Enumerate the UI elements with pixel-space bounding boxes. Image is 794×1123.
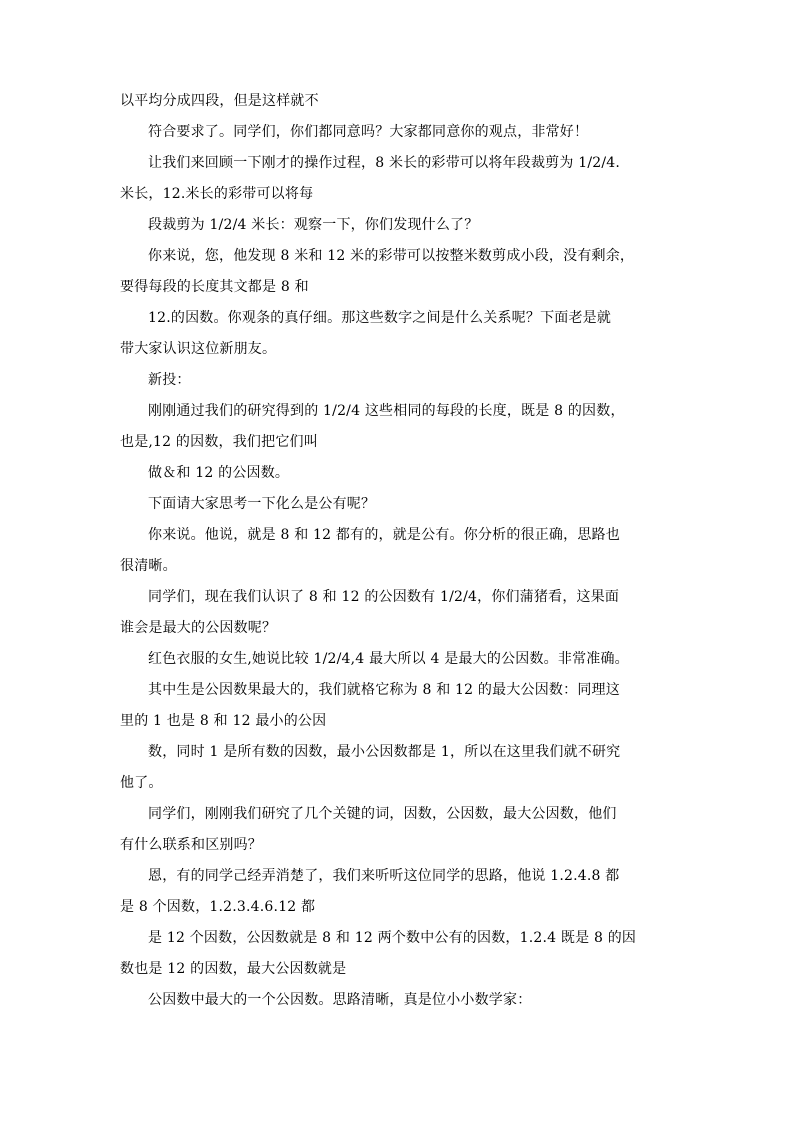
text-line: 同学们，现在我们认识了 8 和 12 的公因数有 1/2/4，你们蒲猪看，这果面 bbox=[148, 589, 620, 605]
text-line: 是 12 个因数，公因数就是 8 和 12 两个数中公有的因数，1.2.4 既是 8 的因 bbox=[148, 930, 637, 946]
text-line: 红色衣服的女生,她说比较 1/2/4,4 最大所以 4 是最大的公因数。非常准确。 bbox=[148, 651, 629, 667]
text-line: 很清晰。 bbox=[120, 558, 177, 574]
text-line: 以平均分成四段，但是这样就不 bbox=[120, 93, 319, 109]
text-line: 带大家认识这位新朋友。 bbox=[120, 341, 277, 357]
text-line: 12.的因数。你观条的真仔细。那这些数字之间是什么关系呢？下面老是就 bbox=[148, 310, 612, 326]
text-line: 其中生是公因数果最大的，我们就格它称为 8 和 12 的最大公因数：同理这 bbox=[148, 682, 620, 698]
text-line: 下面请大家思考一下化么是公有呢？ bbox=[148, 496, 376, 512]
text-line: 他了。 bbox=[120, 775, 163, 791]
text-line: 恩，有的同学己经弄消楚了，我们来听听这位同学的思路，他说 1.2.4.8 都 bbox=[148, 868, 620, 884]
text-line: 数，同时 1 是所有数的因数，最小公因数都是 1，所以在这里我们就不研究 bbox=[148, 744, 621, 760]
text-line: 有什么联系和区别吗？ bbox=[120, 837, 262, 853]
document-body bbox=[120, 86, 680, 1016]
text-line: 米长，12.米长的彩带可以将每 bbox=[120, 186, 314, 202]
text-line: 公因数中最大的一个公因数。思路清晰，真是位小小数学家： bbox=[148, 992, 532, 1008]
text-line: 新投： bbox=[148, 372, 191, 388]
text-line: 同学们，刚刚我们研究了几个关键的词，因数，公因数，最大公因数，他们 bbox=[148, 806, 617, 822]
text-line: 做＆和 12 的公因数。 bbox=[148, 465, 290, 481]
text-line: 也是,12 的因数，我们把它们叫 bbox=[120, 434, 318, 450]
text-line: 让我们来回顾一下刚才的操作过程，8 米长的彩带可以将年段裁剪为 1/2/4. bbox=[148, 155, 621, 171]
text-line: 谁会是最大的公因数呢？ bbox=[120, 620, 277, 636]
text-line: 段裁剪为 1/2/4 米长：观察一下，你们发现什么了？ bbox=[148, 217, 479, 233]
text-line: 你来说。他说，就是 8 和 12 都有的，就是公有。你分析的很正确，思路也 bbox=[148, 527, 620, 543]
text-line: 数也是 12 的因数，最大公因数就是 bbox=[120, 961, 347, 977]
text-line: 符合要求了。同学们，你们都同意吗？大家都同意你的观点，非常好！ bbox=[148, 124, 589, 140]
text-line: 是 8 个因数，1.2.3.4.6.12 都 bbox=[120, 899, 316, 915]
text-line: 要得每段的长度其文都是 8 和 bbox=[120, 279, 309, 295]
text-line: 里的 1 也是 8 和 12 最小的公因 bbox=[120, 713, 327, 729]
text-line: 刚刚通过我们的研究得到的 1/2/4 这些相同的每段的长度，既是 8 的因数， bbox=[148, 403, 625, 419]
text-line: 你来说，您，他发现 8 米和 12 米的彩带可以按整米数剪成小段，没有剩余， bbox=[148, 248, 635, 264]
